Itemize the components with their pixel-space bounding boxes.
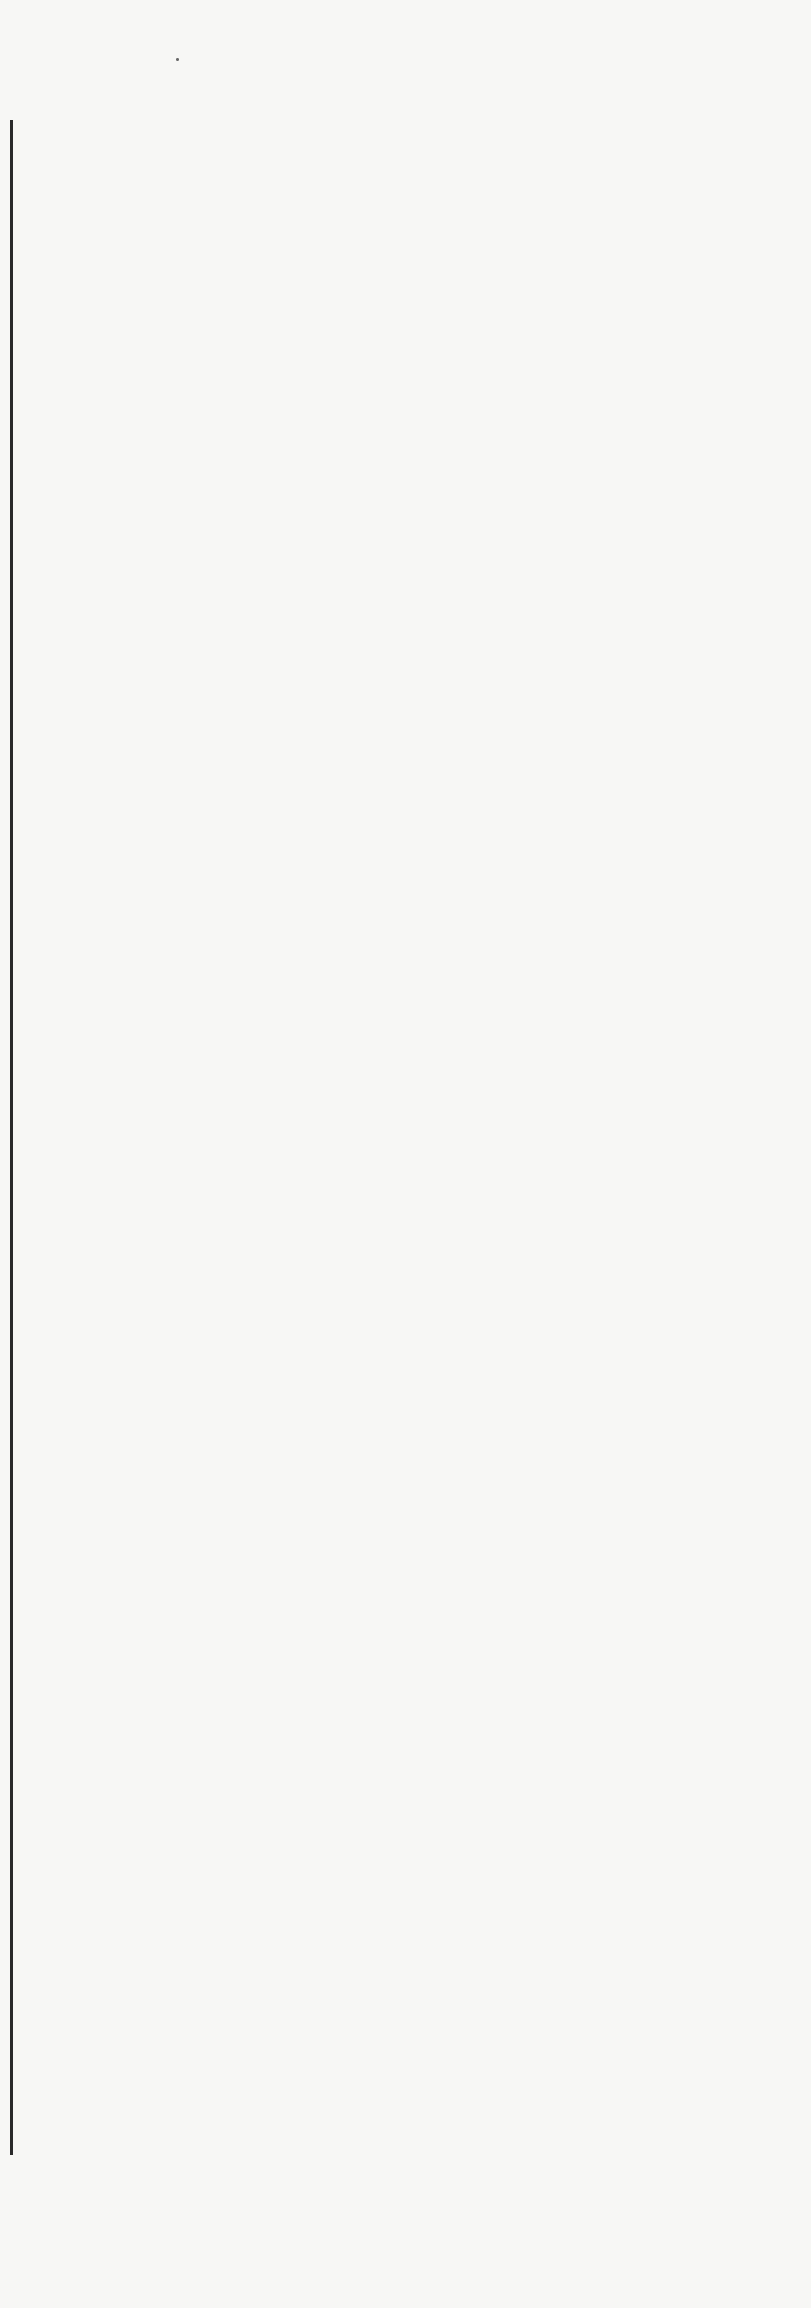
margin-line [10,120,13,2155]
section-heading-duanyu [24,258,584,296]
speck [176,58,179,61]
section-heading-tisheng [24,446,584,484]
section-heading-zhishi [24,182,584,220]
unit-title [24,122,584,182]
section-heading-kaodian [24,334,584,372]
section-heading-jichu [24,408,584,446]
challenge-heading [24,372,584,408]
answer-content [24,122,584,484]
section-heading-juxing [24,296,584,334]
section-heading-danci [24,220,584,258]
